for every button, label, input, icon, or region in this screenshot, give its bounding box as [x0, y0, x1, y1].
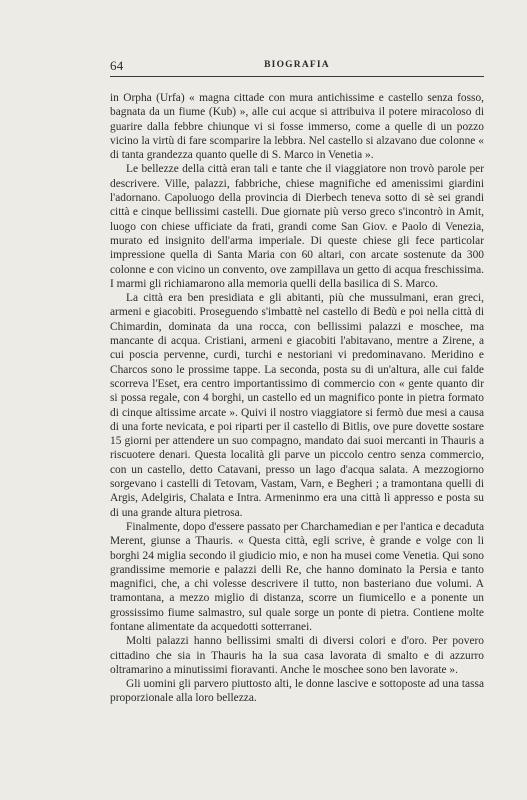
running-head: BIOGRAFIA: [264, 60, 330, 70]
paragraph-continued: in Orpha (Urfa) « magna cittade con mura antichissime e castello senza fosso, bagnata da un fiume (Kub) », alle cui acque si attribuiva il potere miracoloso di guarire dalla febbre chiunque vi si fosse immerso, come a quelle di un pozzo vicino la virtù di fare scomparire la lebbra. Nel castello si alzavano due colonne « di tanta grandezza quanto quelle di S. Marco in Venetia ».: [110, 92, 484, 162]
paragraph: Molti palazzi hanno bellissimi smalti di diversi colori e d'oro. Per povero cittadino che sia in Thauris ha la sua casa lavorata di smalto e di azzurro oltramarino a minutissimi fioravanti. Anche le moschee sono ben lavorate ».: [110, 635, 484, 676]
body-text: [110, 91, 484, 706]
header-rule: [110, 76, 484, 77]
paragraph: La città era ben presidiata e gli abitanti, più che mussulmani, eran greci, armeni e giacobiti. Proseguendo s'imbattè nel castello di Bedù e poi nella città di Chimardin, dominata da una rocca, con bellissimi palazzi e moschee, ma mancante di acqua. Cristiani, armeni e giacobiti l'abitavano, mentre a Zirene, a cui poscia pervenne, curdi, turchi e nestoriani vi predominavano. Meridino e Charcos sono le prossime tappe. La seconda, posta su di un'altura, alle cui falde scorreva l'Eset, era centro importantissimo di commercio con « gente quanto dir si possa regale, con 4 borghi, un castello ed un magnifico ponte in pietra formato di cinque altissime arcate ». Quivi il nostro viaggiatore si fermò due mesi a causa di una forte nevicata, e poi riparti per il castello di Bitlis, ove pure dovette sostare 15 giorni per attendere un suo compagno, mandato dai suoi mercanti in Thauris a riscuotere denari. Questa località gli parve un piccolo centro senza commercio, con un castello, detto Catavani, presso un lago d'acqua salata. A mezzogiorno sorgevano i castelli di Tetovam, Vastam, Varn, e Begheri ; a tramontana quelli di Argis, Adelgiris, Chalata e Intra. Armeninmo era una città lì appresso e posta su di una grande altura pietrosa.: [110, 292, 484, 519]
paragraph: Gli uomini gli parvero piuttosto alti, le donne lascive e sottoposte ad una tassa proporzionale alla loro bellezza.: [110, 678, 484, 705]
page-number: 64: [110, 58, 124, 73]
paragraph: Finalmente, dopo d'essere passato per Charchamedian e per l'antica e decaduta Merent, giunse a Thauris. « Questa città, egli scrive, è grande e volge con li borghi 24 miglia secondo il giudicio mio, e non ha musei come Venetia. Qui sono grandissime memorie e palazzi delli Re, che hanno dominato la Persia e tanto magnifici, che, a chi volesse descrivere il tutto, non basteriano due volumi. A tramontana, a mezzo miglio di distanza, scorre un fiumicello e a ponente un grossissimo fiume salmastro, sul quale sorge un ponte di pietra. Contiene molte fontane alimentate da acquedotti sotterranei.: [110, 520, 485, 633]
paragraph: Le bellezze della città eran tali e tante che il viaggiatore non trovò parole per descrivere. Ville, palazzi, fabbriche, chiese magnifiche ed amenissimi giardini l'adornano. Capoluogo della provincia di Dierbech teneva sotto di sè sei grandi città e cinque bellissimi castelli. Due giornate più verso greco s'incontrò in Amit, luogo con chiese ufficiate da frati, grandi come San Giov. e Paolo di Venezia, murato ed insignito dell'arma imperiale. Di queste chiese gli fece particolar impressione quella di Santa Maria con 60 altari, con arcate sostenute da 300 colonne e con vicino un convento, ove zampillava un getto di acqua freschissima. I marmi gli richiamarono alla memoria quelli della basilica di S. Marco.: [110, 163, 484, 290]
page-header: [110, 58, 484, 76]
